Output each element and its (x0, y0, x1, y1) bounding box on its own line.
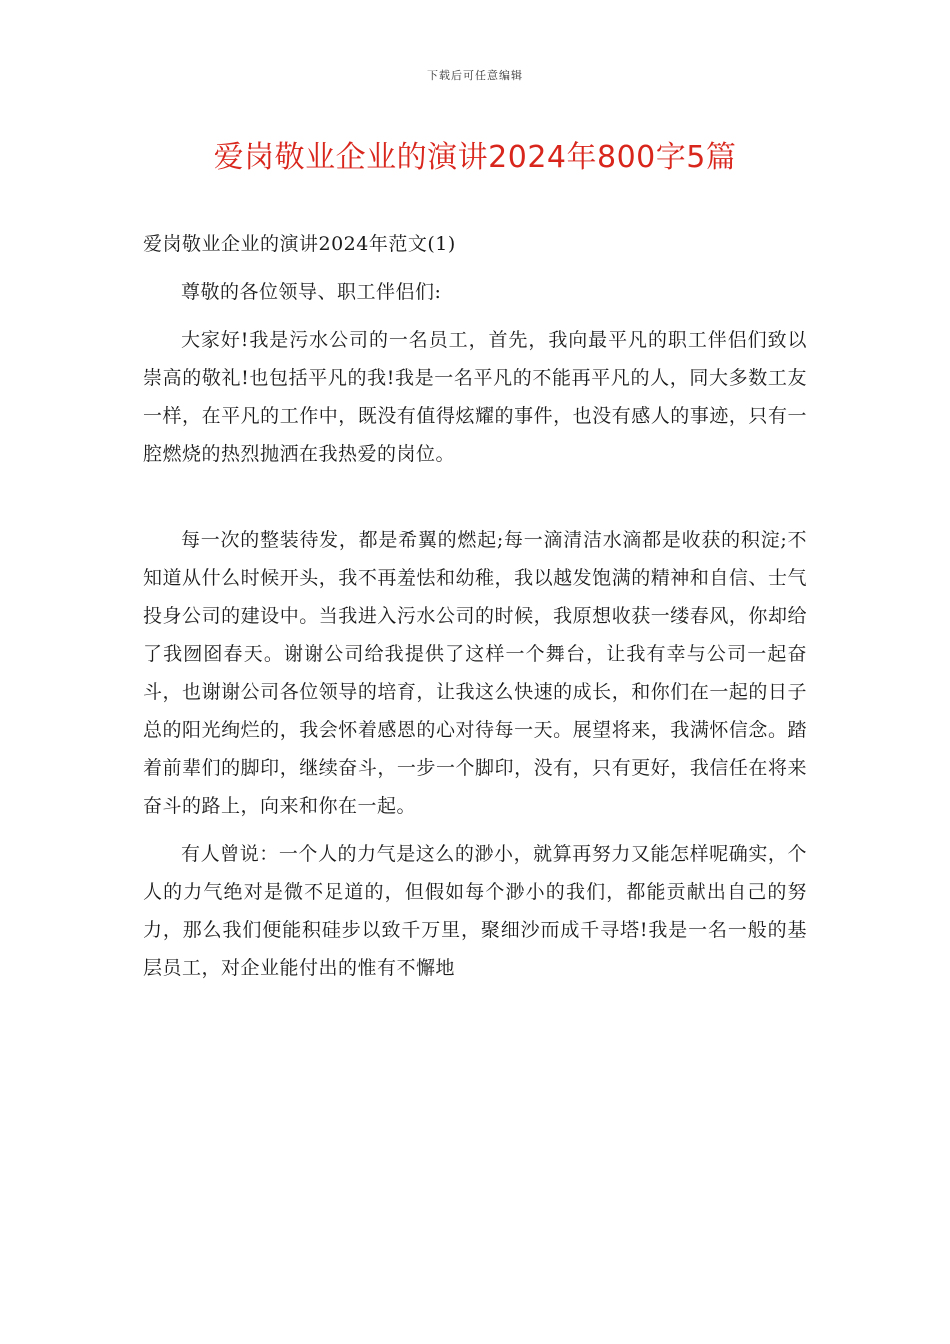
body-paragraph-3: 有人曾说：一个人的力气是这么的渺小，就算再努力又能怎样呢确实，个人的力气绝对是微不足道的，但假如每个渺小的我们，都能贡献出自己的努力，那么我们便能积硅步以致千万里，聚细沙而成千寻塔!我是一名一般的基层员工，对企业能付出的惟有不懈地 (143, 843, 807, 979)
salutation-paragraph: 尊敬的各位领导、职工伴侣们: (181, 281, 442, 303)
body-paragraph-2: 每一次的整装待发，都是希翼的燃起;每一滴清洁水滴都是收获的积淀;不知道从什么时候开头，我不再羞怯和幼稚，我以越发饱满的精神和自信、士气投身公司的建设中。当我进入污水公司的时候，我原想收获一缕春风，你却给了我囫囵春天。谢谢公司给我提供了这样一个舞台，让我有幸与公司一起奋斗，也谢谢公司各位领导的培育，让我这么快速的成长，和你们在一起的日子总的阳光绚烂的，我会怀着感恩的心对待每一天。展望将来，我满怀信念。踏着前辈们的脚印，继续奋斗，一步一个脚印，没有，只有更好，我信任在将来奋斗的路上，向来和你在一起。 (143, 529, 807, 817)
document-body (143, 225, 807, 997)
section-subtitle: 爱岗敬业企业的演讲2024年范文(1) (143, 233, 456, 255)
header-note: 下载后可任意编辑 (427, 69, 523, 82)
body-paragraph-1: 大家好!我是污水公司的一名员工，首先，我向最平凡的职工伴侣们致以崇高的敬礼!也包括平凡的我!我是一名平凡的不能再平凡的人，同大多数工友一样，在平凡的工作中，既没有值得炫耀的事件，也没有感人的事迹，只有一腔燃烧的热烈抛洒在我热爱的岗位。 (143, 329, 807, 465)
paragraph-spacer (143, 483, 807, 521)
document-title: 爱岗敬业企业的演讲2024年800字5篇 (213, 140, 737, 175)
